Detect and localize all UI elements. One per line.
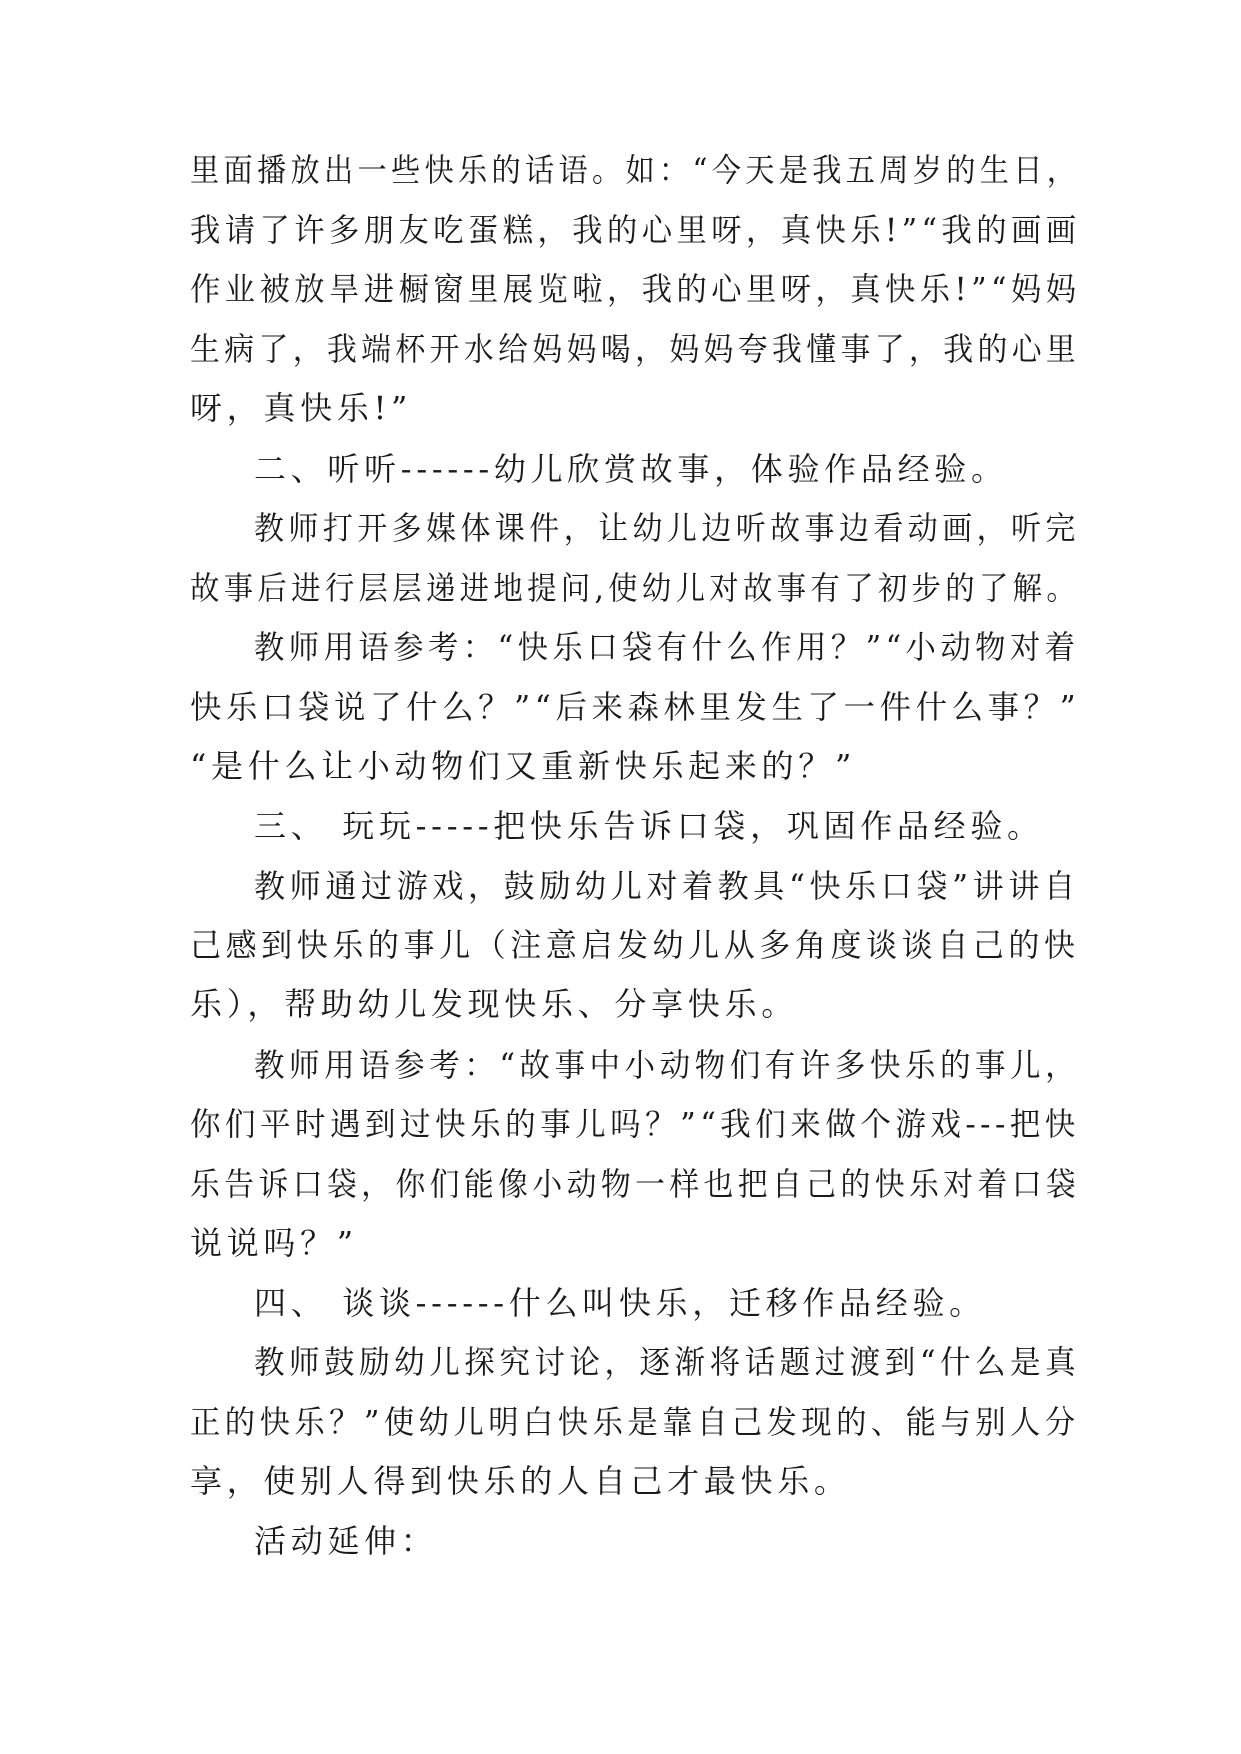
text-line: 教师打开多媒体课件，让幼儿边听故事边看动画，听完 xyxy=(254,509,1080,547)
text-line: 享，使别人得到快乐的人自己才最快乐。 xyxy=(190,1462,851,1500)
text-line: 己感到快乐的事儿（注意启发幼儿从多角度谈谈自己的快 xyxy=(190,926,1080,964)
text-line: 故事后进行层层递进地提问,使幼儿对故事有了初步的了解。 xyxy=(190,569,1081,607)
text-line: 乐告诉口袋，你们能像小动物一样也把自己的快乐对着口袋 xyxy=(190,1165,1081,1203)
text-line: 你们平时遇到过快乐的事儿吗？”“我们来做个游戏---把快 xyxy=(190,1105,1080,1143)
text-line: 活动延伸： xyxy=(254,1522,438,1560)
text-line: 我请了许多朋友吃蛋糕，我的心里呀，真快乐!”“我的画画 xyxy=(190,211,1081,249)
text-line: 说说吗？” xyxy=(190,1224,358,1262)
text-line: 生病了，我端杯开水给妈妈喝，妈妈夸我懂事了，我的心里 xyxy=(190,330,1081,368)
text-line: 乐），帮助幼儿发现快乐、分享快乐。 xyxy=(190,985,798,1023)
section-heading: 三、 玩玩-----把快乐告诉口袋，巩固作品经验。 xyxy=(254,807,1044,845)
text-line: 呀，真快乐!” xyxy=(190,389,413,427)
text-line: 教师鼓励幼儿探究讨论，逐渐将话题过渡到“什么是真 xyxy=(254,1343,1081,1381)
text-line: 教师用语参考：“故事中小动物们有许多快乐的事儿， xyxy=(254,1046,1081,1084)
section-heading: 二、听听------幼儿欣赏故事，体验作品经验。 xyxy=(254,450,1008,488)
text-line: 教师用语参考：“快乐口袋有什么作用？”“小动物对着 xyxy=(254,628,1080,666)
text-line: 快乐口袋说了什么？”“后来森林里发生了一件什么事？” xyxy=(190,688,1081,726)
text-line: 作业被放旱进橱窗里展览啦，我的心里呀，真快乐!”“妈妈 xyxy=(190,270,1081,308)
text-line: 正的快乐？”使幼儿明白快乐是靠自己发现的、能与别人分 xyxy=(190,1403,1080,1441)
text-line: “是什么让小动物们又重新快乐起来的？” xyxy=(190,747,857,785)
section-heading: 四、 谈谈------什么叫快乐，迁移作品经验。 xyxy=(254,1284,986,1322)
text-line: 里面播放出一些快乐的话语。如：“今天是我五周岁的生日， xyxy=(190,151,1081,189)
text-line: 教师通过游戏，鼓励幼儿对着教具“快乐口袋”讲讲自 xyxy=(254,867,1080,905)
